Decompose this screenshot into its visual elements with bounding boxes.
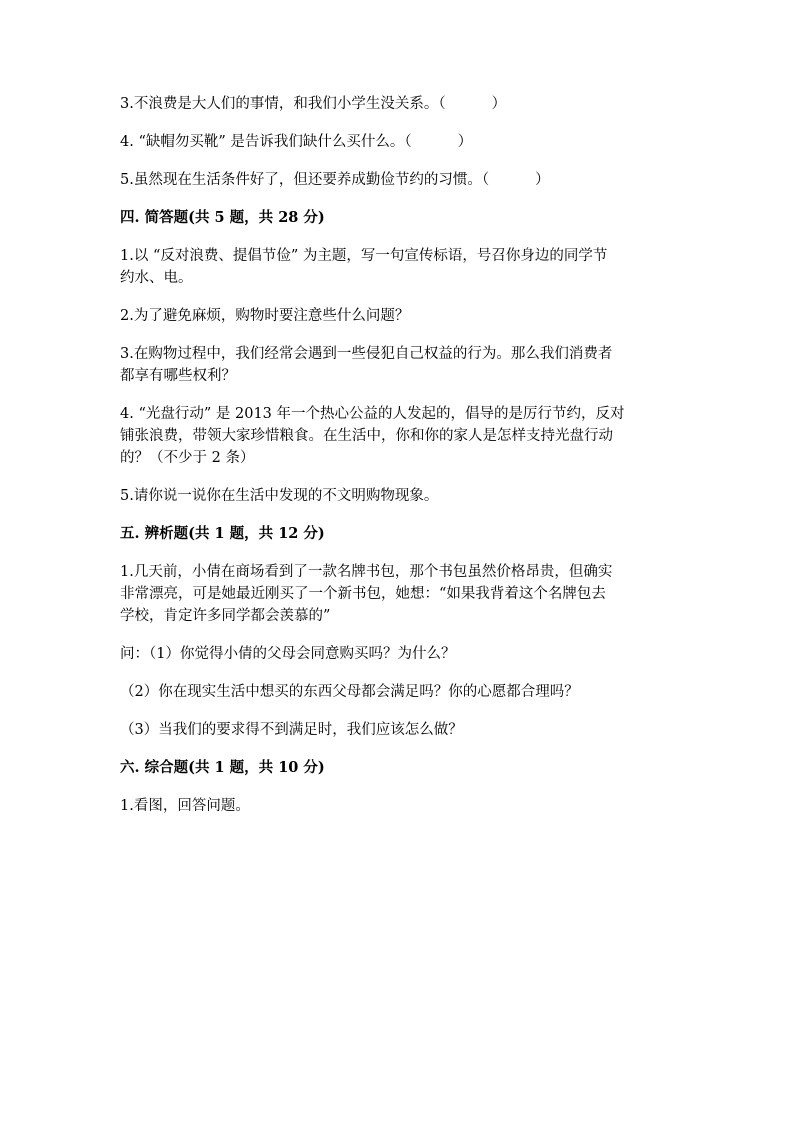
tf-question-4: 4. “缺帽勿买靴” 是告诉我们缺什么买什么。（ ） — [120, 134, 473, 150]
tf-question-5: 5.虽然现在生活条件好了，但还要养成勤俭节约的习惯。（ ） — [120, 172, 550, 188]
short-answer-4-line-1: 4. “光盘行动” 是 2013 年一个热心公益的人发起的，倡导的是厉行节约，反对 — [120, 406, 625, 422]
short-answer-5: 5.请你说一说你在生活中发现的不文明购物现象。 — [120, 488, 439, 504]
analysis-1-line-1: 1.几天前，小倩在商场看到了一款名牌书包，那个书包虽然价格昂贵，但确实 — [120, 564, 613, 580]
analysis-sub-question-2: （2）你在现实生活中想买的东西父母都会满足吗？你的心愿都合理吗？ — [120, 684, 579, 700]
analysis-sub-question-3: （3）当我们的要求得不到满足时，我们应该怎么做？ — [120, 722, 463, 738]
short-answer-3-line-2: 都享有哪些权利？ — [120, 368, 236, 384]
analysis-1-line-2: 非常漂亮，可是她最近刚买了一个新书包，她想：“如果我背着这个名牌包去 — [120, 586, 606, 602]
short-answer-1-line-1: 1.以 “反对浪费、提倡节俭” 为主题，写一句宣传标语，号召你身边的同学节 — [120, 248, 608, 264]
short-answer-4-line-2: 铺张浪费，带领大家珍惜粮食。在生活中，你和你的家人是怎样支持光盘行动 — [120, 428, 613, 444]
document-content — [120, 93, 680, 817]
analysis-sub-question-1: 问：（1）你觉得小倩的父母会同意购买吗？为什么？ — [120, 646, 456, 662]
section-6-title: 六. 综合题(共 1 题，共 10 分) — [120, 759, 325, 776]
short-answer-1-line-2: 约水、电。 — [120, 270, 193, 286]
short-answer-3-line-1: 3.在购物过程中，我们经常会遇到一些侵犯自己权益的行为。那么我们消费者 — [120, 346, 613, 362]
analysis-1-line-3: 学校，肯定许多同学都会羡慕的” — [120, 608, 331, 624]
short-answer-4-line-3: 的？（不少于 2 条） — [120, 450, 255, 466]
section-5-title: 五. 辨析题(共 1 题，共 12 分) — [120, 525, 325, 542]
section-4-title: 四. 简答题(共 5 题，共 28 分) — [120, 209, 325, 226]
comprehensive-question-1: 1.看图，回答问题。 — [120, 798, 250, 814]
short-answer-2: 2.为了避免麻烦，购物时要注意些什么问题？ — [120, 308, 410, 324]
tf-question-3: 3.不浪费是大人们的事情，和我们小学生没关系。（ ） — [120, 96, 507, 112]
